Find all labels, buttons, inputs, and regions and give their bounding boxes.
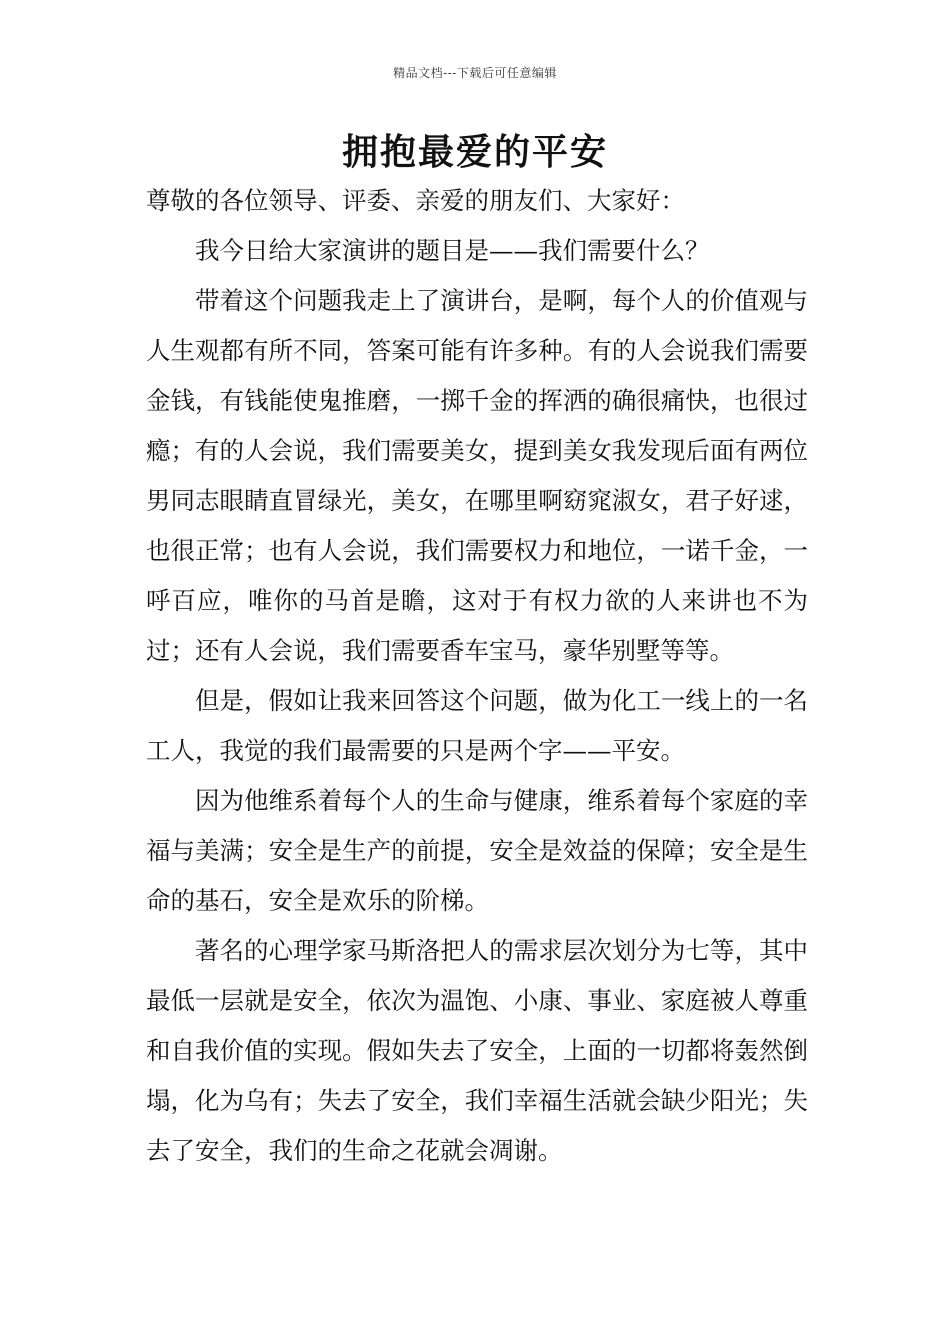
header-note: 精品文档---下载后可任意编辑 — [393, 66, 557, 80]
document-title: 拥抱最爱的平安 — [341, 132, 608, 173]
body-paragraph: 带着这个问题我走上了演讲台，是啊，每个人的价值观与人生观都有所不同，答案可能有许多种。有的人会说我们需要金钱，有钱能使鬼推磨，一掷千金的挥洒的确很痛快，也很过瘾；有的人会说，我们需要美女，提到美女我发现后面有两位男同志眼睛直冒绿光，美女，在哪里啊窈窕淑女，君子好逑，也很正常；也有人会说，我们需要权力和地位，一诺千金，一呼百应，唯你的马首是瞻，这对于有权力欲的人来讲也不为过；还有人会说，我们需要香车宝马，豪华别墅等等。 — [146, 286, 808, 665]
document-body — [146, 176, 808, 1176]
body-paragraph: 因为他维系着每个人的生命与健康，维系着每个家庭的幸福与美满；安全是生产的前提，安全是效益的保障；安全是生命的基石，安全是欢乐的阶梯。 — [146, 786, 808, 915]
body-paragraph: 但是，假如让我来回答这个问题，做为化工一线上的一名工人，我觉的我们最需要的只是两个字——平安。 — [146, 686, 808, 765]
body-paragraph: 著名的心理学家马斯洛把人的需求层次划分为七等，其中最低一层就是安全，依次为温饱、小康、事业、家庭被人尊重和自我价值的实现。假如失去了安全，上面的一切都将轰然倒塌，化为乌有；失去了安全，我们幸福生活就会缺少阳光；失去了安全，我们的生命之花就会凋谢。 — [146, 936, 808, 1165]
greeting-paragraph: 尊敬的各位领导、评委、亲爱的朋友们、大家好： — [146, 186, 685, 215]
body-paragraph: 我今日给大家演讲的题目是——我们需要什么？ — [195, 236, 710, 265]
